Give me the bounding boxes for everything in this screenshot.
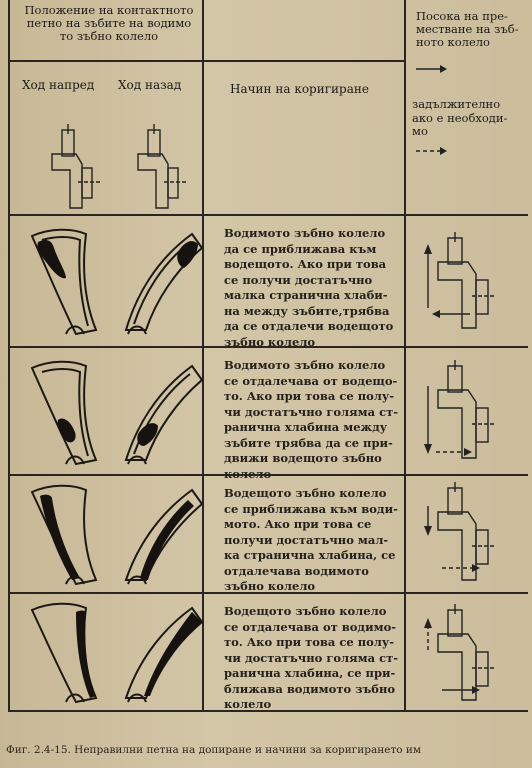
- row-divider: [8, 214, 528, 216]
- column-divider: [404, 0, 406, 712]
- tooth-contact-backward-row1: [112, 226, 204, 338]
- gear-mesh-sketch-backward: [134, 124, 190, 208]
- direction-header: Посока на пре- местване на зъб- ното колело: [416, 9, 519, 49]
- correction-text-row4: Водещото зъбно колело се отдалечава от водимо- то. Ако при това се полу- чи достатъчно голяма ст- ранична хлабина, се при- ближава водимото зъбно колело: [224, 604, 398, 711]
- correction-text-row2: Водимото зъбно колело се отдалечава от водещо- то. Ако при това се полу- чи достатъчно голяма ст- ранична хлабина между зъбите трябва да се при- движи водещото зъбно колело: [224, 358, 398, 481]
- backward-header: Ход назад: [118, 78, 182, 92]
- gear-mesh-sketch-forward: [48, 124, 104, 208]
- tooth-contact-forward-row3: [22, 484, 104, 588]
- row-divider: [8, 60, 404, 62]
- tooth-contact-backward-row3: [112, 484, 204, 588]
- tooth-contact-forward-row4: [22, 602, 104, 706]
- tooth-contact-forward-row2: [22, 358, 104, 468]
- contact-spot-header: Положение на контактното петно на зъбите на водимо то зъбно колело: [24, 3, 194, 43]
- legend-mandatory-label: задължително: [412, 97, 501, 111]
- tooth-contact-backward-row2: [112, 358, 204, 468]
- correction-table: [8, 0, 528, 712]
- figure-caption: Фиг. 2.4-15. Неправилни петна на допиране и начини за коригирането им: [6, 744, 422, 756]
- table-border-left: [8, 0, 10, 712]
- adjustment-diagram-row1: [418, 232, 514, 332]
- dashed-arrow-icon: [414, 144, 448, 158]
- solid-arrow-icon: [414, 62, 448, 76]
- correction-text-row1: Водимото зъбно колело да се приближава към водещото. Ако при това се получи достатъчно малка странична хлаби- на между зъбите,трябва да се отдалечи водещото зъбно колело: [224, 226, 394, 349]
- legend-optional-label: ако е необходи- мо: [412, 111, 508, 138]
- forward-header: Ход напред: [22, 78, 95, 92]
- tooth-contact-backward-row4: [112, 602, 204, 706]
- adjustment-diagram-row4: [418, 604, 514, 704]
- tooth-contact-forward-row1: [22, 226, 104, 338]
- adjustment-diagram-row2: [418, 360, 514, 464]
- correction-text-row3: Водещото зъбно колело се приближава към води- мото. Ако при това се получи достатъчно мал- ка странична хлабина, се отдалечава водимото зъбно колело: [224, 486, 398, 593]
- adjustment-diagram-row3: [418, 482, 514, 586]
- method-header: Начин на коригиране: [230, 82, 369, 96]
